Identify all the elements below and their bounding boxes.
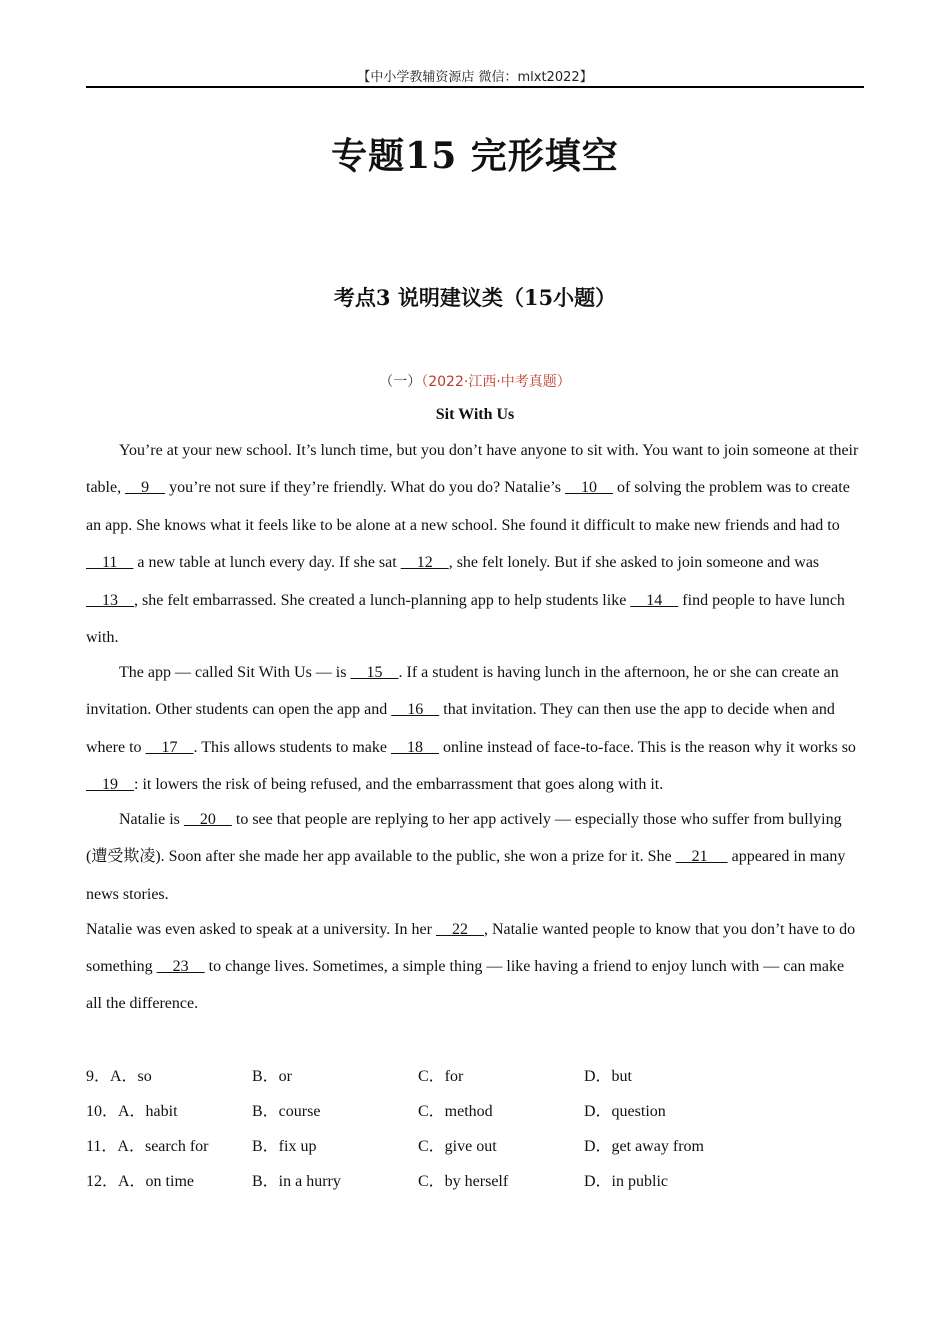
section-label	[86, 371, 864, 391]
passage-body	[86, 432, 864, 1023]
passage-text: The app — called Sit With Us — is	[119, 663, 351, 681]
option-b: B．fix up	[252, 1138, 317, 1155]
option-b: B．or	[252, 1068, 293, 1085]
answer-blank: 11	[86, 554, 134, 572]
passage-text: Natalie is	[119, 810, 184, 828]
passage-text: that invitation. They can then use the app to decide when and where to	[86, 701, 835, 756]
passage-title: Sit With Us	[435, 406, 515, 423]
option-d: D．question	[584, 1103, 666, 1120]
passage-text: : it lowers the risk of being refused, and the embarrassment that goes along with it.	[134, 776, 664, 794]
answer-blank: 23	[156, 957, 205, 975]
option-b: B．in a hurry	[252, 1173, 341, 1190]
question-row	[86, 1127, 864, 1162]
option-a: 11．A．search for	[86, 1138, 209, 1155]
question-row	[86, 1057, 864, 1092]
passage-text: to see that people are replying to her app actively — especially those who suffer from bullying (遭受欺凌). Soon after she made her app available to the public, she won a prize for it. She	[86, 810, 842, 866]
passage-text: find people to have lunch with.	[86, 591, 845, 647]
option-c: C．for	[418, 1068, 464, 1085]
answer-blank: 13	[86, 591, 134, 609]
document-title: 专题15 完形填空	[331, 135, 619, 177]
passage-text: you’re not sure if they’re friendly. What do you do? Natalie’s	[165, 479, 565, 497]
option-b: B．course	[252, 1103, 321, 1120]
passage-text: You’re at your new school. It’s lunch time, but you don’t have anyone to sit with. You want to join someone at their table,	[86, 442, 859, 497]
passage-text: of solving the problem was to create an app. She knows what it feels like to be alone at a new school. She found it difficult to make new friends and had to	[86, 479, 850, 534]
option-d: D．get away from	[584, 1138, 704, 1155]
question-row	[86, 1162, 864, 1197]
option-c: C．method	[418, 1103, 493, 1120]
answer-blank: 16	[391, 701, 440, 719]
answer-blank: 17	[145, 738, 194, 756]
paragraph	[86, 432, 864, 656]
passage-text: Natalie was even asked to speak at a university. In her	[86, 920, 436, 938]
page-header: 【中小学教辅资源店 微信：mlxt2022】	[357, 70, 593, 85]
section-source: （2022·江西·中考真题）	[421, 374, 571, 390]
answer-blank: 10	[564, 479, 613, 497]
answer-blank: 18	[391, 738, 439, 756]
section-subtitle: 考点3 说明建议类（15小题）	[333, 285, 617, 310]
passage-text: , Natalie wanted people to know that you don’t have to do something	[86, 920, 856, 975]
answer-blank: 22	[435, 920, 484, 938]
header-divider	[86, 86, 864, 88]
answer-blank: 19	[86, 776, 134, 794]
answer-blank: 9	[125, 479, 166, 497]
paragraph	[86, 911, 864, 1023]
answer-blank: 14	[630, 591, 679, 609]
answer-blank: 15	[350, 663, 399, 681]
passage-text: . If a student is having lunch in the afternoon, he or she can create an invitation. Other students can open the app and	[86, 663, 839, 719]
passage-text: appeared in many news stories.	[86, 848, 846, 903]
option-a: 12．A．on time	[86, 1173, 194, 1190]
answer-blank: 21	[675, 848, 728, 866]
passage-text: . This allows students to make	[193, 738, 391, 756]
paragraph	[86, 654, 864, 804]
answer-blank: 20	[183, 810, 232, 828]
option-a: 9．A．so	[86, 1068, 152, 1085]
answer-blank: 12	[400, 554, 449, 572]
option-c: C．give out	[418, 1138, 497, 1155]
paragraph	[86, 801, 864, 913]
option-d: D．in public	[584, 1173, 668, 1190]
passage-text: online instead of face-to-face. This is the reason why it works so	[439, 738, 856, 756]
section-number: （一）	[379, 374, 422, 390]
passage-text: a new table at lunch every day. If she sat	[133, 554, 401, 572]
passage-text: to change lives. Sometimes, a simple thing — like having a friend to enjoy lunch with — can make all the difference.	[86, 957, 845, 1013]
question-options	[86, 1057, 864, 1197]
option-a: 10．A．habit	[86, 1103, 178, 1120]
passage-text: , she felt embarrassed. She created a lunch-planning app to help students like	[134, 591, 631, 609]
option-d: D．but	[584, 1068, 633, 1085]
option-c: C．by herself	[418, 1173, 509, 1190]
passage-text: , she felt lonely. But if she asked to join someone and was	[448, 554, 820, 572]
question-row	[86, 1092, 864, 1127]
